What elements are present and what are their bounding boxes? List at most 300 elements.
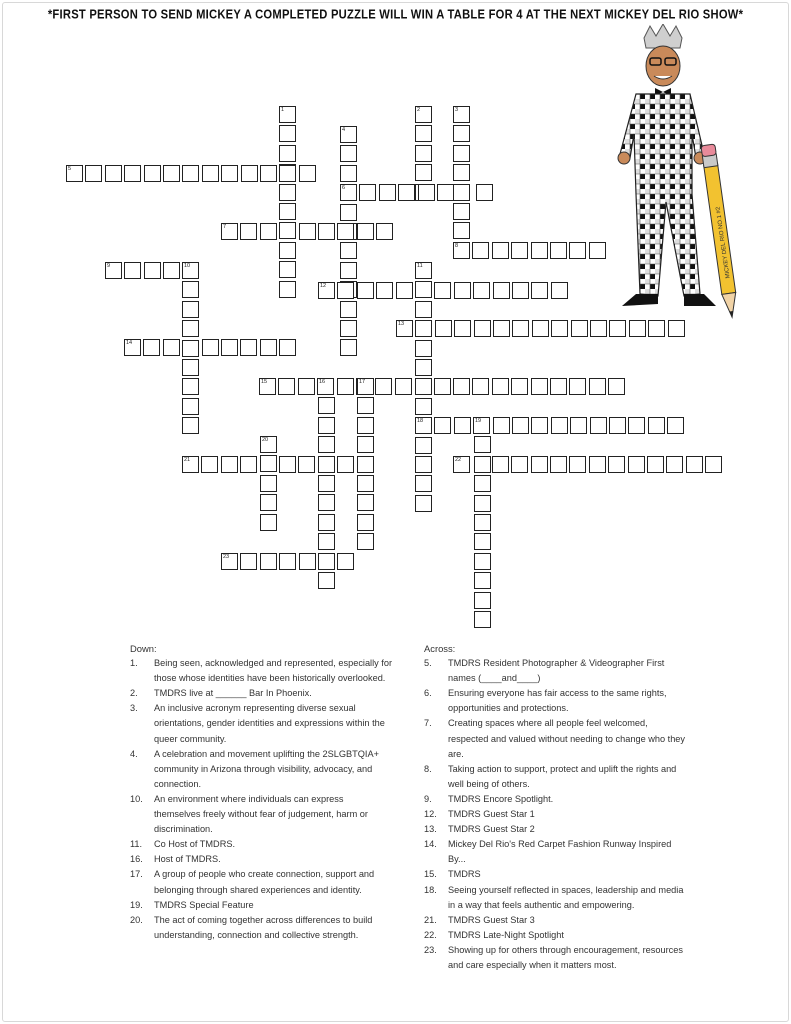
clue-number: 21 — [184, 457, 191, 463]
crossword-cell[interactable] — [512, 282, 529, 299]
clue-item-text: TMDRS Resident Photographer & Videographer First names (____and____) — [448, 658, 665, 684]
crossword-cell[interactable] — [474, 592, 491, 609]
crossword-cell[interactable] — [628, 417, 645, 434]
crossword-cell[interactable] — [415, 164, 432, 181]
crossword-cell[interactable] — [474, 475, 491, 492]
crossword-cell[interactable] — [434, 417, 451, 434]
crossword-cell[interactable] — [531, 282, 548, 299]
clue-item — [130, 656, 392, 686]
crossword-cell[interactable] — [493, 320, 510, 337]
crossword-cell[interactable] — [357, 494, 374, 511]
crossword-cell[interactable] — [260, 514, 277, 531]
clue-item — [424, 686, 690, 716]
crossword-cell[interactable] — [472, 242, 489, 259]
crossword-cell[interactable] — [453, 145, 470, 162]
clue-number: 22 — [455, 457, 462, 463]
crossword-cell[interactable] — [492, 378, 509, 395]
crossword-cell[interactable] — [240, 456, 257, 473]
crossword-cell[interactable] — [299, 165, 316, 182]
across-heading: Across: — [424, 643, 456, 654]
crossword-cell[interactable] — [454, 417, 471, 434]
clue-number: 17 — [359, 379, 366, 385]
clue-item-text: TMDRS Guest Star 2 — [448, 824, 535, 835]
crossword-cell[interactable] — [279, 165, 296, 182]
crossword-cell[interactable] — [182, 398, 199, 415]
clue-item-text: Taking action to support, protect and uplift the rights and well being of others. — [448, 763, 677, 789]
crossword-cell[interactable] — [279, 242, 296, 259]
clue-item — [424, 762, 690, 792]
crossword-cell[interactable] — [340, 339, 357, 356]
crossword-cell[interactable] — [241, 165, 258, 182]
clue-item-number: 7. — [424, 718, 432, 729]
crossword-cell[interactable] — [144, 262, 161, 279]
clue-item-text: Being seen, acknowledged and represented, especially for those whose identities have been historically overlooked. — [154, 658, 393, 684]
clue-number: 1 — [281, 107, 285, 113]
crossword-cell[interactable] — [299, 553, 316, 570]
crossword-cell[interactable] — [357, 223, 374, 240]
crossword-cell[interactable] — [337, 282, 354, 299]
clue-item-text: TMDRS Late-Night Spotlight — [448, 929, 564, 940]
crossword-cell[interactable] — [105, 165, 122, 182]
crossword-cell[interactable] — [493, 282, 510, 299]
crossword-cell[interactable] — [318, 533, 335, 550]
mascot-illustration-icon — [600, 24, 750, 324]
crossword-cell[interactable] — [163, 165, 180, 182]
clue-number: 23 — [223, 554, 230, 560]
crossword-cell[interactable] — [415, 340, 432, 357]
crossword-cell[interactable] — [144, 165, 161, 182]
crossword-cell[interactable] — [124, 262, 141, 279]
clue-number: 10 — [184, 263, 191, 269]
crossword-cell[interactable] — [357, 456, 374, 473]
crossword-cell[interactable] — [453, 378, 470, 395]
clue-number: 18 — [417, 418, 424, 424]
crossword-cell[interactable] — [340, 204, 357, 221]
crossword-cell[interactable] — [395, 378, 412, 395]
crossword-cell[interactable] — [340, 301, 357, 318]
crossword-cell[interactable] — [202, 339, 219, 356]
clue-item-text: Co Host of TMDRS. — [154, 839, 236, 850]
crossword-cell[interactable] — [260, 165, 277, 182]
crossword-cell[interactable] — [221, 456, 238, 473]
crossword-cell[interactable] — [163, 262, 180, 279]
crossword-cell[interactable] — [415, 106, 432, 123]
crossword-cell[interactable] — [240, 223, 257, 240]
clue-item — [424, 883, 690, 913]
crossword-cell[interactable] — [260, 436, 277, 453]
clue-item-text: TMDRS Encore Spotlight. — [448, 793, 554, 804]
crossword-cell[interactable] — [418, 184, 435, 201]
crossword-cell[interactable] — [260, 553, 277, 570]
crossword-cell[interactable] — [357, 514, 374, 531]
clue-item — [130, 701, 392, 746]
clue-number: 14 — [126, 340, 133, 346]
crossword-cell[interactable] — [609, 417, 626, 434]
down-clues — [130, 641, 392, 943]
clue-item-number: 13. — [424, 824, 437, 835]
crossword-cell[interactable] — [551, 320, 568, 337]
crossword-cell[interactable] — [454, 320, 471, 337]
clue-item-number: 1. — [130, 658, 138, 669]
clue-item-number: 5. — [424, 658, 432, 669]
crossword-cell[interactable] — [337, 456, 354, 473]
clue-item-text: Creating spaces where all people feel welcomed, respected and valued without needing to change who they are. — [448, 718, 686, 759]
crossword-cell[interactable] — [376, 223, 393, 240]
crossword-cell[interactable] — [260, 455, 277, 472]
clue-number: 7 — [223, 224, 227, 230]
crossword-cell[interactable] — [569, 378, 586, 395]
crossword-cell[interactable] — [359, 184, 376, 201]
clue-item — [130, 852, 392, 867]
crossword-cell[interactable] — [705, 456, 722, 473]
crossword-cell[interactable] — [550, 456, 567, 473]
crossword-cell[interactable] — [474, 436, 491, 453]
crossword-cell[interactable] — [182, 320, 199, 337]
crossword-cell[interactable] — [318, 572, 335, 589]
crossword-cell[interactable] — [379, 184, 396, 201]
clue-item-number: 2. — [130, 688, 138, 699]
clue-item-number: 17. — [130, 869, 143, 880]
crossword-cell[interactable] — [260, 339, 277, 356]
crossword-cell[interactable] — [474, 611, 491, 628]
crossword-cell[interactable] — [66, 165, 83, 182]
clue-item-number: 9. — [424, 793, 432, 804]
clue-item — [424, 913, 690, 928]
crossword-cell[interactable] — [279, 203, 296, 220]
clue-number: 15 — [261, 379, 268, 385]
crossword-cell[interactable] — [474, 533, 491, 550]
crossword-cell[interactable] — [686, 456, 703, 473]
clue-item — [424, 928, 690, 943]
crossword-cell[interactable] — [182, 165, 199, 182]
clue-item-text: TMDRS live at ______ Bar In Phoenix. — [154, 688, 312, 699]
crossword-cell[interactable] — [474, 320, 491, 337]
crossword-cell[interactable] — [415, 320, 432, 337]
clue-item-number: 15. — [424, 869, 437, 880]
crossword-cell[interactable] — [221, 223, 238, 240]
crossword-cell[interactable] — [357, 397, 374, 414]
clue-item-number: 23. — [424, 944, 437, 955]
crossword-cell[interactable] — [415, 456, 432, 473]
crossword-cell[interactable] — [608, 456, 625, 473]
crossword-cell[interactable] — [279, 261, 296, 278]
crossword-cell[interactable] — [453, 242, 470, 259]
crossword-cell[interactable] — [569, 456, 586, 473]
crossword-cell[interactable] — [182, 417, 199, 434]
clue-number: 11 — [417, 263, 423, 269]
clue-item-number: 6. — [424, 688, 432, 699]
crossword-cell[interactable] — [415, 145, 432, 162]
crossword-cell[interactable] — [472, 378, 489, 395]
crossword-cell[interactable] — [550, 378, 567, 395]
clue-item-number: 20. — [130, 914, 143, 925]
crossword-cell[interactable] — [182, 456, 199, 473]
crossword-cell[interactable] — [279, 106, 296, 123]
across-clues — [424, 641, 690, 973]
crossword-cell[interactable] — [260, 223, 277, 240]
crossword-cell[interactable] — [340, 320, 357, 337]
clue-number: 13 — [398, 321, 405, 327]
crossword-cell[interactable] — [279, 456, 296, 473]
crossword-cell[interactable] — [337, 378, 354, 395]
clue-item — [424, 656, 690, 686]
crossword-cell[interactable] — [608, 378, 625, 395]
clue-item-number: 14. — [424, 839, 437, 850]
crossword-cell[interactable] — [202, 165, 219, 182]
clue-item-number: 21. — [424, 914, 437, 925]
crossword-cell[interactable] — [571, 320, 588, 337]
crossword-cell[interactable] — [124, 165, 141, 182]
crossword-cell[interactable] — [435, 320, 452, 337]
crossword-cell[interactable] — [260, 475, 277, 492]
crossword-cell[interactable] — [340, 184, 357, 201]
crossword-cell[interactable] — [298, 456, 315, 473]
clue-item-text: Ensuring everyone has fair access to the same rights, opportunities and protections. — [448, 688, 667, 714]
crossword-cell[interactable] — [415, 495, 432, 512]
crossword-cell[interactable] — [357, 436, 374, 453]
clue-item-number: 11. — [130, 839, 143, 850]
crossword-cell[interactable] — [415, 125, 432, 142]
crossword-cell[interactable] — [492, 456, 509, 473]
crossword-cell[interactable] — [512, 417, 529, 434]
crossword-cell[interactable] — [259, 378, 276, 395]
crossword-cell[interactable] — [318, 456, 335, 473]
crossword-cell[interactable] — [317, 378, 334, 395]
clue-item — [424, 792, 690, 807]
crossword-cell[interactable] — [182, 281, 199, 298]
crossword-cell[interactable] — [279, 184, 296, 201]
clue-item-text: An inclusive acronym representing diverse sexual orientations, gender identities and expressions within the queer community. — [154, 703, 385, 744]
clue-item-number: 19. — [130, 899, 143, 910]
crossword-cell[interactable] — [357, 533, 374, 550]
crossword-cell[interactable] — [453, 125, 470, 142]
crossword-cell[interactable] — [473, 282, 490, 299]
crossword-cell[interactable] — [279, 125, 296, 142]
crossword-cell[interactable] — [318, 553, 335, 570]
crossword-cell[interactable] — [453, 106, 470, 123]
clue-number: 5 — [68, 166, 72, 172]
clue-item-number: 4. — [130, 748, 138, 759]
crossword-cell[interactable] — [318, 436, 335, 453]
crossword-cell[interactable] — [474, 553, 491, 570]
crossword-cell[interactable] — [532, 320, 549, 337]
crossword-cell[interactable] — [531, 378, 548, 395]
crossword-cell[interactable] — [163, 339, 180, 356]
crossword-cell[interactable] — [340, 262, 357, 279]
crossword-cell[interactable] — [375, 378, 392, 395]
crossword-cell[interactable] — [240, 339, 257, 356]
crossword-cell[interactable] — [299, 223, 316, 240]
crossword-cell[interactable] — [340, 165, 357, 182]
crossword-cell[interactable] — [531, 456, 548, 473]
clue-number: 6 — [342, 185, 346, 191]
crossword-cell[interactable] — [511, 378, 528, 395]
crossword-cell[interactable] — [318, 417, 335, 434]
crossword-cell[interactable] — [570, 417, 587, 434]
crossword-cell[interactable] — [666, 456, 683, 473]
crossword-cell[interactable] — [474, 572, 491, 589]
crossword-cell[interactable] — [357, 417, 374, 434]
clue-item — [130, 898, 392, 913]
crossword-cell[interactable] — [415, 281, 432, 298]
contest-headline: *FIRST PERSON TO SEND MICKEY A COMPLETED PUZZLE WILL WIN A TABLE FOR 4 AT THE NEXT MICKEY DEL RIO SHOW* — [47, 8, 744, 22]
crossword-cell[interactable] — [182, 378, 199, 395]
crossword-cell[interactable] — [511, 242, 528, 259]
crossword-cell[interactable] — [201, 456, 218, 473]
clue-number: 12 — [320, 283, 327, 289]
clue-item — [424, 822, 690, 837]
clue-item-text: TMDRS Guest Star 1 — [448, 809, 535, 820]
crossword-cell[interactable] — [318, 397, 335, 414]
crossword-cell[interactable] — [221, 553, 238, 570]
clue-item-text: The act of coming together across differences to build understanding, connection and collective strength. — [154, 914, 373, 940]
crossword-cell[interactable] — [474, 514, 491, 531]
clue-item-text: TMDRS — [448, 869, 481, 880]
crossword-cell[interactable] — [340, 145, 357, 162]
crossword-cell[interactable] — [279, 222, 296, 239]
crossword-cell[interactable] — [590, 417, 607, 434]
crossword-cell[interactable] — [473, 417, 490, 434]
crossword-cell[interactable] — [453, 203, 470, 220]
crossword-cell[interactable] — [182, 262, 199, 279]
crossword-cell[interactable] — [415, 398, 432, 415]
crossword-cell[interactable] — [589, 378, 606, 395]
crossword-cell[interactable] — [512, 320, 529, 337]
crossword-cell[interactable] — [240, 553, 257, 570]
crossword-cell[interactable] — [415, 378, 432, 395]
crossword-cell[interactable] — [221, 339, 238, 356]
crossword-cell[interactable] — [182, 301, 199, 318]
crossword-cell[interactable] — [260, 494, 277, 511]
crossword-cell[interactable] — [357, 282, 374, 299]
crossword-cell[interactable] — [318, 223, 335, 240]
crossword-cell[interactable] — [589, 456, 606, 473]
crossword-cell[interactable] — [434, 378, 451, 395]
crossword-cell[interactable] — [278, 378, 295, 395]
crossword-cell[interactable] — [85, 165, 102, 182]
crossword-cell[interactable] — [124, 339, 141, 356]
clue-item-text: A celebration and movement uplifting the 2SLGBTQIA+ community in Arizona through visibility, advocacy, and connection. — [154, 748, 379, 789]
crossword-cell[interactable] — [415, 475, 432, 492]
clue-item-text: A group of people who create connection, support and belonging through shared experiences and identity. — [154, 869, 375, 895]
down-heading: Down: — [130, 643, 157, 654]
clue-item — [130, 913, 392, 943]
crossword-cell[interactable] — [531, 417, 548, 434]
clue-number: 16 — [319, 379, 326, 385]
crossword-cell[interactable] — [551, 282, 568, 299]
crossword-cell[interactable] — [318, 494, 335, 511]
crossword-cell[interactable] — [569, 242, 586, 259]
crossword-cell[interactable] — [143, 339, 160, 356]
clue-number: 3 — [455, 107, 459, 113]
clue-item-text: Seeing yourself reflected in spaces, leadership and media in a way that feels authentic and empowering. — [448, 884, 684, 910]
crossword-cell[interactable] — [511, 456, 528, 473]
clue-item-number: 16. — [130, 854, 143, 865]
clue-number: 19 — [475, 418, 482, 424]
crossword-cell[interactable] — [340, 242, 357, 259]
crossword-cell[interactable] — [337, 553, 354, 570]
clue-item — [130, 747, 392, 792]
crossword-cell[interactable] — [415, 417, 432, 434]
crossword-cell[interactable] — [550, 242, 567, 259]
crossword-cell[interactable] — [415, 359, 432, 376]
clue-item-text: Mickey Del Rio's Red Carpet Fashion Runway Inspired By... — [448, 839, 672, 865]
clue-item — [424, 867, 690, 882]
clue-number: 2 — [417, 107, 421, 113]
crossword-cell[interactable] — [531, 242, 548, 259]
crossword-cell[interactable] — [648, 417, 665, 434]
crossword-cell[interactable] — [415, 437, 432, 454]
crossword-cell[interactable] — [318, 475, 335, 492]
clue-item-number: 10. — [130, 793, 143, 804]
crossword-cell[interactable] — [474, 495, 491, 512]
across-clue-list — [424, 656, 690, 973]
clue-number: 4 — [342, 127, 346, 133]
clue-item-text: Host of TMDRS. — [154, 854, 221, 865]
clue-item-number: 12. — [424, 809, 437, 820]
clue-item-text: An environment where individuals can express themselves freely without fear of judgement, harm or discrimination. — [154, 793, 368, 835]
crossword-cell[interactable] — [318, 282, 335, 299]
crossword-cell[interactable] — [493, 417, 510, 434]
crossword-cell[interactable] — [318, 514, 335, 531]
crossword-cell[interactable] — [279, 553, 296, 570]
crossword-cell[interactable] — [105, 262, 122, 279]
crossword-cell[interactable] — [453, 222, 470, 239]
clue-item — [130, 837, 392, 852]
clue-item-number: 3. — [130, 703, 138, 714]
clue-item — [130, 867, 392, 897]
clue-item — [424, 837, 690, 867]
pencil-label: MICKEY DEL RIO NO.1 #2 — [715, 206, 732, 279]
clue-item — [130, 686, 392, 701]
crossword-cell[interactable] — [474, 456, 491, 473]
crossword-cell[interactable] — [476, 184, 493, 201]
clue-number: 9 — [107, 263, 111, 269]
down-clue-list — [130, 656, 392, 943]
crossword-cell[interactable] — [434, 282, 451, 299]
crossword-cell[interactable] — [667, 417, 684, 434]
crossword-cell[interactable] — [453, 164, 470, 181]
crossword-cell[interactable] — [453, 184, 470, 201]
crossword-cell[interactable] — [279, 339, 296, 356]
crossword-cell[interactable] — [453, 456, 470, 473]
crossword-cell[interactable] — [437, 184, 454, 201]
crossword-cell[interactable] — [415, 301, 432, 318]
crossword-cell[interactable] — [647, 456, 664, 473]
crossword-cell[interactable] — [337, 223, 354, 240]
crossword-cell[interactable] — [221, 165, 238, 182]
crossword-cell[interactable] — [628, 456, 645, 473]
crossword-cell[interactable] — [357, 475, 374, 492]
crossword-cell[interactable] — [454, 282, 471, 299]
clue-item-number: 22. — [424, 929, 437, 940]
crossword-cell[interactable] — [415, 262, 432, 279]
clue-item — [424, 716, 690, 761]
crossword-cell[interactable] — [376, 282, 393, 299]
crossword-cell[interactable] — [396, 320, 413, 337]
crossword-cell[interactable] — [396, 282, 413, 299]
crossword-cell[interactable] — [279, 281, 296, 298]
crossword-cell[interactable] — [182, 359, 199, 376]
crossword-cell[interactable] — [492, 242, 509, 259]
crossword-cell[interactable] — [357, 378, 374, 395]
crossword-cell[interactable] — [182, 340, 199, 357]
crossword-cell[interactable] — [279, 145, 296, 162]
crossword-cell[interactable] — [340, 126, 357, 143]
crossword-cell[interactable] — [551, 417, 568, 434]
crossword-cell[interactable] — [298, 378, 315, 395]
crossword-cell[interactable] — [398, 184, 415, 201]
